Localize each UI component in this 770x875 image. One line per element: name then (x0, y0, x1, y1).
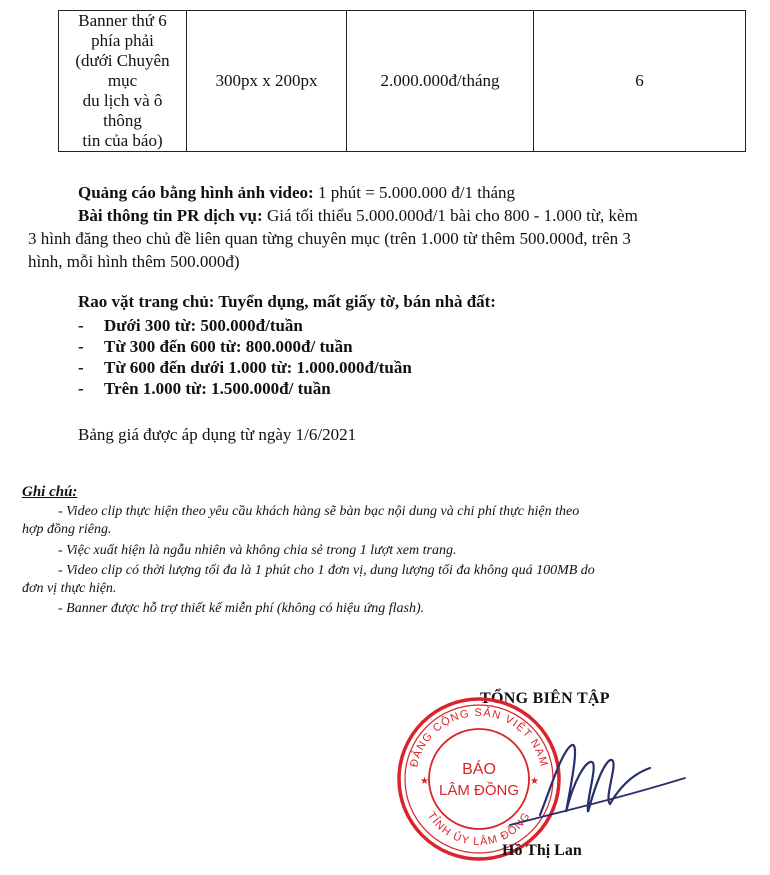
effective-date: Bảng giá được áp dụng từ ngày 1/6/2021 (78, 425, 357, 444)
video-ad-label: Quảng cáo bằng hình ảnh video: (78, 183, 314, 202)
pr-label: Bài thông tin PR dịch vụ: (78, 206, 263, 225)
position-line: (dưới Chuyên mục (75, 51, 170, 90)
svg-text:TỈNH ỦY LÂM ĐỒNG: TỈNH ỦY LÂM ĐỒNG (424, 809, 534, 849)
position-line: tin của báo) (82, 131, 163, 150)
bullet-dash: - (78, 316, 84, 335)
classified-heading: Rao vặt trang chủ: Tuyển dụng, mất giấy tờ, bán nhà đất: (78, 292, 496, 311)
bullet-dash: - (78, 379, 84, 398)
handwritten-signature (500, 720, 690, 840)
banner-position-cell (59, 11, 187, 152)
list-item (78, 336, 678, 357)
signer-name: Hồ Thị Lan (502, 842, 582, 859)
banner-size-cell: 300px x 200px (187, 11, 347, 152)
note-line: - Video clip thực hiện theo yêu cầu khách hàng sẽ bàn bạc nội dung và chi phí thực hiện theo (58, 504, 580, 519)
list-item-text: Trên 1.000 từ: 1.500.000đ/ tuần (104, 379, 331, 398)
pr-line-3: hình, mỗi hình thêm 500.000đ) (28, 252, 240, 271)
price-table (58, 10, 746, 152)
video-ad-line (78, 181, 515, 204)
banner-price-cell: 2.000.000đ/tháng (347, 11, 534, 152)
video-ad-text: 1 phút = 5.000.000 đ/1 tháng (313, 183, 516, 202)
position-line: du lịch và ô thông (82, 91, 163, 130)
svg-text:★: ★ (420, 776, 429, 787)
notes-title: Ghi chú: (22, 484, 78, 500)
bullet-dash: - (78, 337, 84, 356)
pr-text-1: Giá tối thiểu 5.000.000đ/1 bài cho 800 - 1.000 từ, kèm (262, 206, 638, 225)
note-line: hợp đồng riêng. (22, 522, 112, 537)
svg-text:ĐẢNG CỘNG SẢN VIỆT NAM: ĐẢNG CỘNG SẢN VIỆT NAM (408, 706, 550, 769)
note-line: đơn vị thực hiện. (22, 581, 117, 596)
note-line: - Banner được hỗ trợ thiết kế miễn phí (không có hiệu ứng flash). (58, 601, 425, 616)
svg-text:LÂM ĐỒNG: LÂM ĐỒNG (438, 782, 520, 799)
list-item (78, 378, 678, 399)
position-line: Banner thứ 6 (78, 11, 167, 30)
table-row (59, 11, 746, 152)
list-item-text: Từ 600 đến dưới 1.000 từ: 1.000.000đ/tuần (104, 358, 412, 377)
banner-order-cell: 6 (534, 11, 746, 152)
note-line: - Video clip có thời lượng tối đa là 1 phút cho 1 đơn vị, dung lượng tối đa không quá 100MB do (58, 563, 595, 578)
svg-text:BÁO: BÁO (462, 761, 496, 778)
bullet-dash: - (78, 358, 84, 377)
list-item (78, 357, 678, 378)
pr-line-2: 3 hình đăng theo chủ đề liên quan từng chuyên mục (trên 1.000 từ thêm 500.000đ, trên 3 (28, 229, 631, 248)
position-line: phía phải (91, 31, 154, 50)
svg-text:★: ★ (530, 776, 539, 787)
list-item-text: Từ 300 đến 600 từ: 800.000đ/ tuần (104, 337, 353, 356)
note-line: - Việc xuất hiện là ngẫu nhiên và không chia sẻ trong 1 lượt xem trang. (58, 543, 457, 558)
signature-title: TỔNG BIÊN TẬP (480, 690, 610, 707)
pr-line-1 (78, 204, 638, 227)
list-item-text: Dưới 300 từ: 500.000đ/tuần (104, 316, 303, 335)
list-item (78, 315, 678, 336)
